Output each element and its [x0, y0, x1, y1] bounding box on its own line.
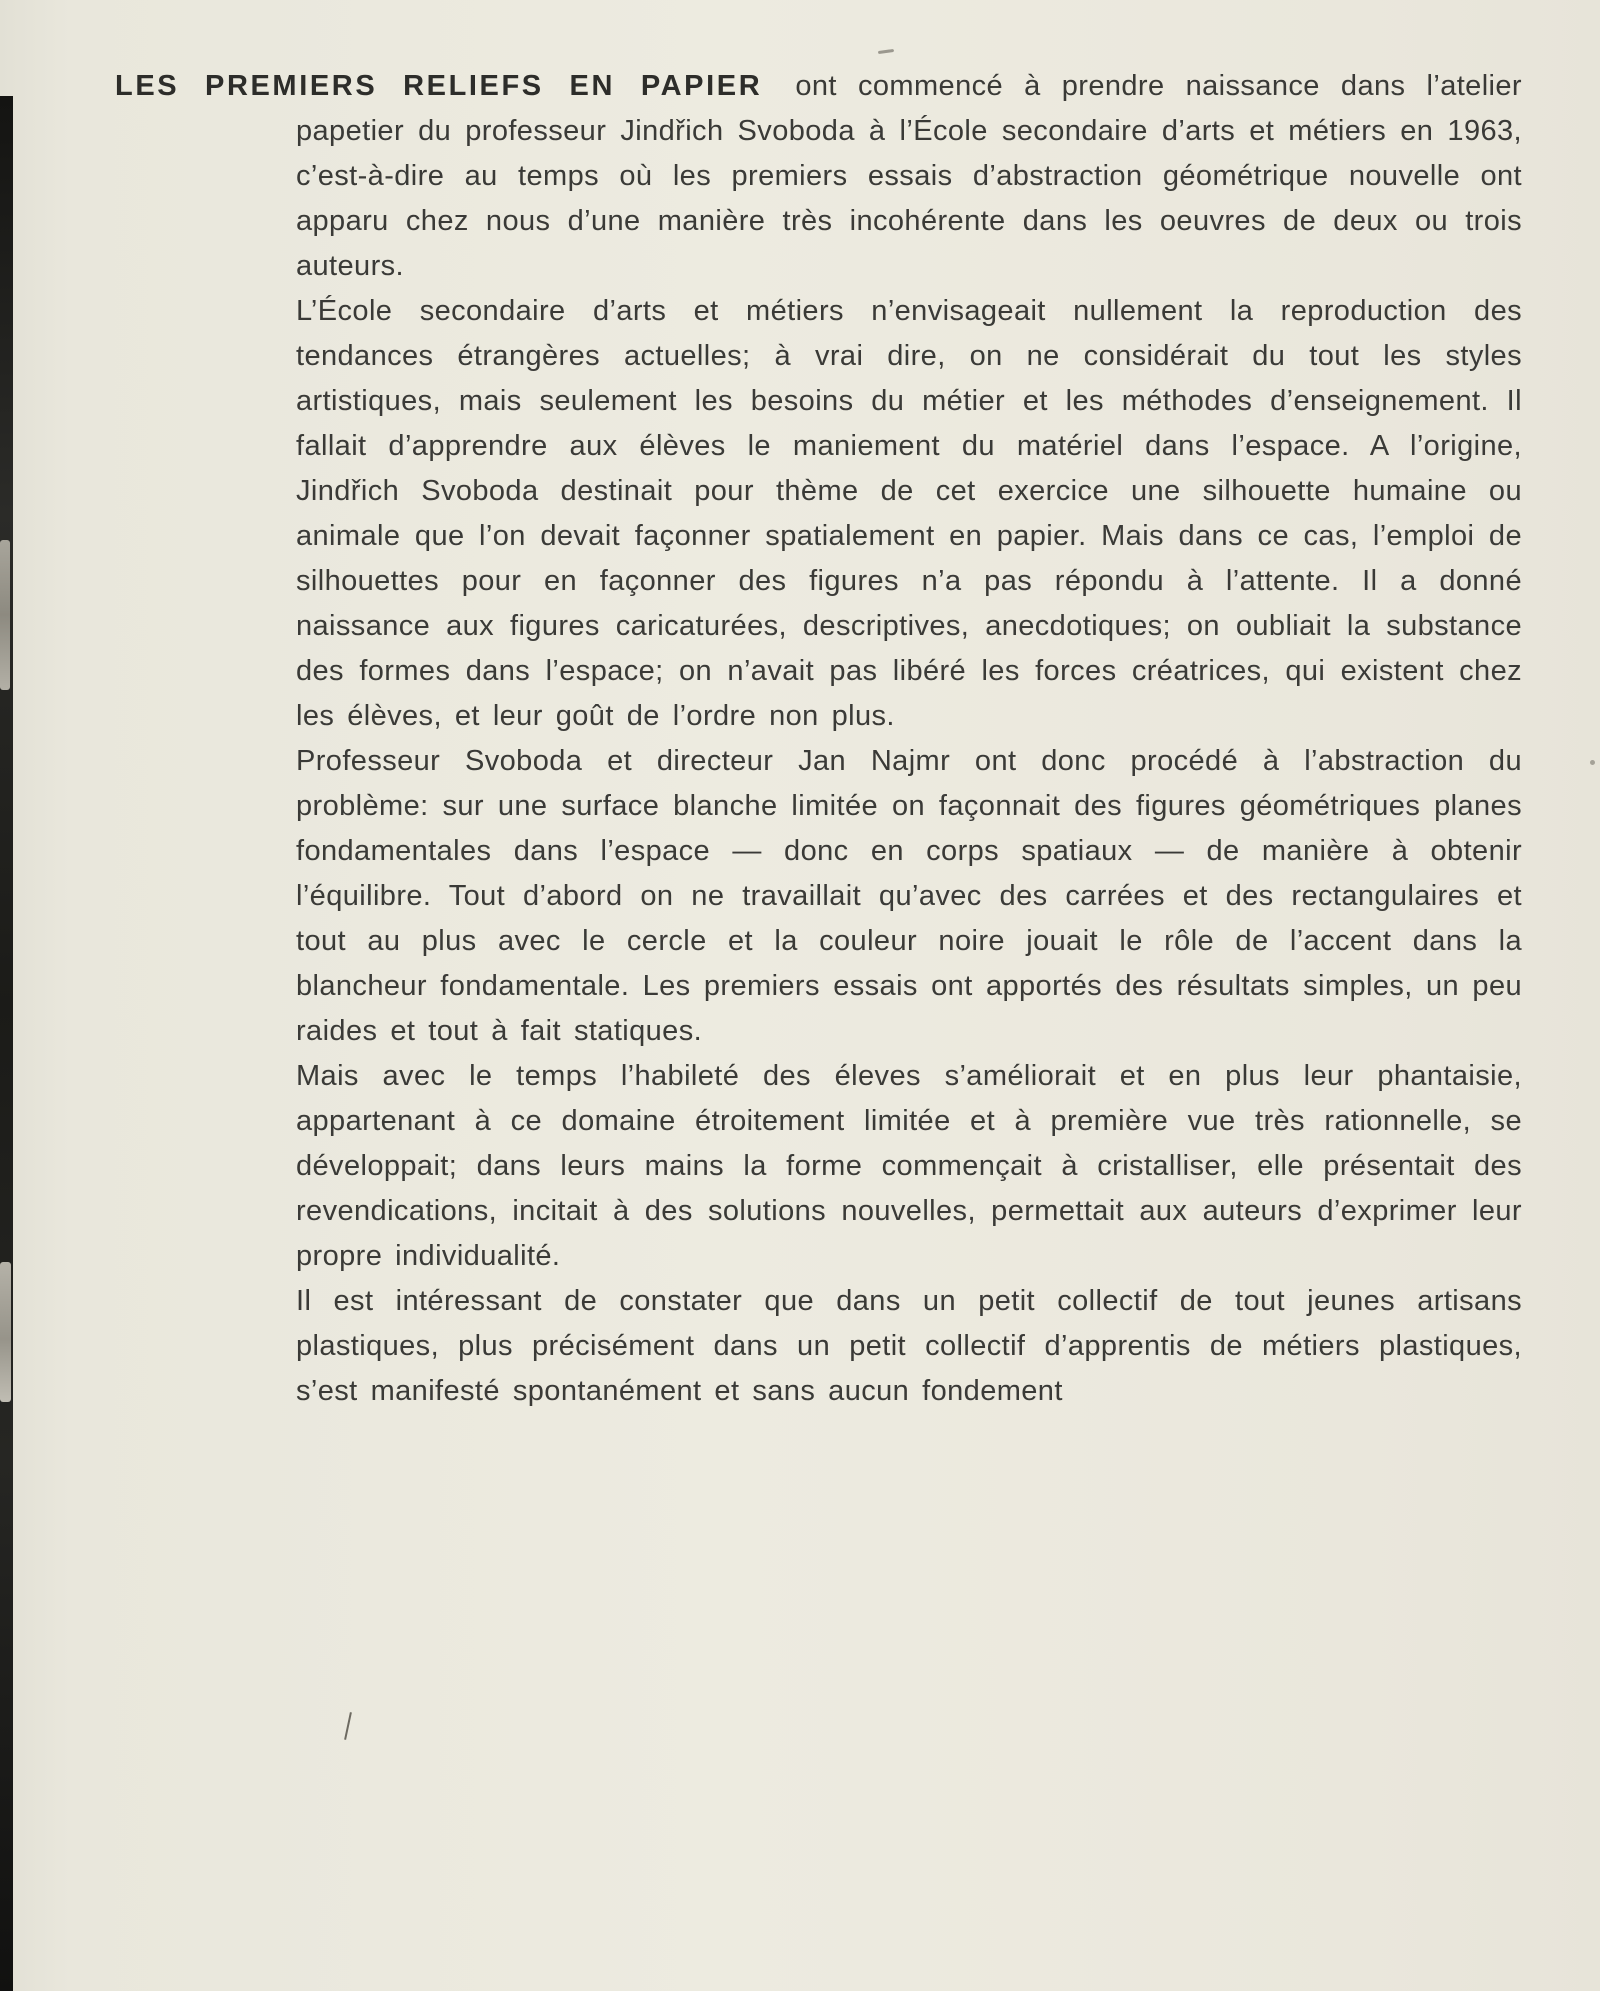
- paragraph-4: Mais avec le temps l’habileté des éleves s’améliorait et en plus leur phantaisie, appartenant à ce domaine étroitement limitée et à première vue très rationnelle, se développait; dans leurs mains la forme commençait à cristalliser, elle présentait des revendications, incitait à des solutions nouvelles, permettait aux auteurs d’exprimer leur propre individualité.: [296, 1060, 1522, 1272]
- scan-speck: [878, 49, 894, 54]
- paragraph-1: [115, 64, 1522, 289]
- binding-shadow: [0, 96, 13, 1991]
- text-block: [115, 64, 1522, 1414]
- paragraph-1-text: ont commencé à prendre naissance dans l’atelier papetier du professeur Jindřich Svoboda à l’École secondaire d’arts et métiers en 1963, c’est-à-dire au temps où les premiers essais d’abstraction géométrique nouvelle ont apparu chez nous d’une manière très incohérente dans les oeuvres de deux ou trois auteurs.: [296, 70, 1522, 282]
- scan-speck: [1590, 760, 1595, 765]
- scan-smudge: [0, 1262, 11, 1402]
- run-in-heading: LES PREMIERS RELIEFS EN PAPIER: [115, 70, 763, 102]
- paragraph-5: Il est intéressant de constater que dans un petit collectif de tout jeunes artisans plastiques, plus précisément dans un petit collectif d’apprentis de métiers plastiques, s’est manifesté spontanément et sans aucun fondement: [296, 1285, 1522, 1407]
- paragraph-3: Professeur Svoboda et directeur Jan Najmr ont donc procédé à l’abstraction du problème: sur une surface blanche limitée on façonnait des figures géométriques planes fondamentales dans l’espace — donc en corps spatiaux — de manière à obtenir l’équilibre. Tout d’abord on ne travaillait qu’avec des carrées et des rectangulaires et tout au plus avec le cercle et la couleur noire jouait le rôle de l’accent dans la blancheur fondamentale. Les premiers essais ont apportés des résultats simples, un peu raides et tout à fait statiques.: [296, 745, 1522, 1047]
- paragraph-2: L’École secondaire d’arts et métiers n’envisageait nullement la reproduction des tendances étrangères actuelles; à vrai dire, on ne considérait du tout les styles artistiques, mais seulement les besoins du métier et les méthodes d’enseignement. Il fallait d’apprendre aux élèves le maniement du matériel dans l’espace. A l’origine, Jindřich Svoboda destinait pour thème de cet exercice une silhouette humaine ou animale que l’on devait façonner spatialement en papier. Mais dans ce cas, l’emploi de silhouettes pour en façonner des figures n’a pas répondu à l’attente. Il a donné naissance aux figures caricaturées, descriptives, anecdotiques; on oubliait la substance des formes dans l’espace; on n’avait pas libéré les forces créatrices, qui existent chez les élèves, et leur goût de l’ordre non plus.: [296, 295, 1522, 732]
- stray-pen-mark: [344, 1712, 352, 1740]
- scan-smudge: [0, 540, 10, 690]
